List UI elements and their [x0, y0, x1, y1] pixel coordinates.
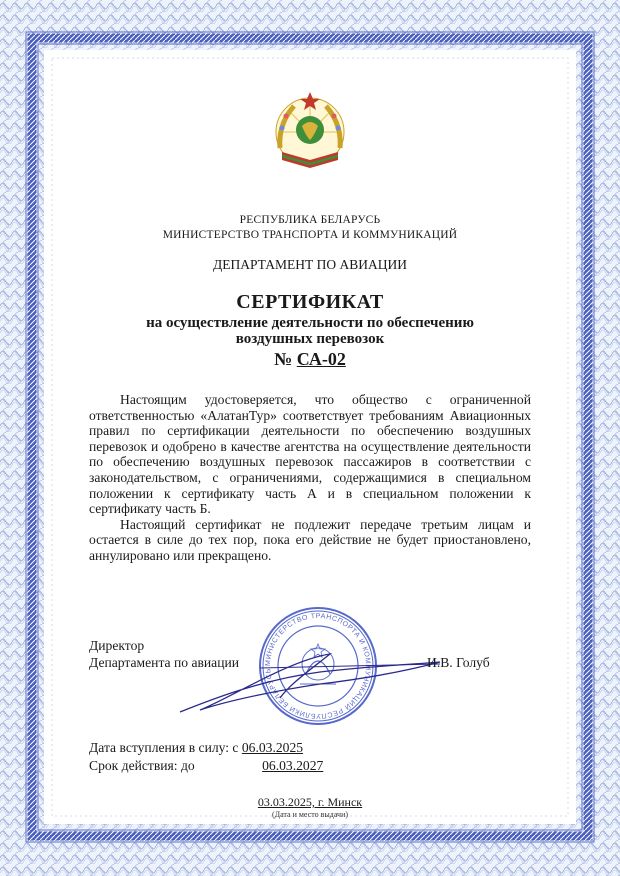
ministry-heading: МИНИСТЕРСТВО ТРАНСПОРТА И КОММУНИКАЦИЙ: [162, 229, 458, 241]
validity-date-label: Срок действия: до: [89, 758, 195, 773]
signer-position-line2: Департамента по авиации: [89, 655, 240, 670]
signer-name: И.В. Голуб: [427, 655, 490, 670]
effective-date-row: [89, 740, 303, 756]
handwritten-signature: [170, 640, 470, 720]
body-paragraph-1: Настоящим удостоверяется, что общество с ограниченной ответственностью «АлатанТур» соответствует требованиям Авиационных правил по сертификации деятельности по обеспечению воздушных перевозок и одобрено в качестве агентства на осуществление деятельности по обеспечению воздушных перевозок пассажиров в соответствии с законодательством, с ограничениями, содержащимися в специальном положении к сертификату часть А и в специальном положении к сертификату часть Б.: [89, 392, 531, 517]
republic-heading: РЕСПУБЛИКА БЕЛАРУСЬ: [239, 214, 381, 226]
signer-position-line1: Директор: [89, 638, 145, 653]
department-heading: ДЕПАРТАМЕНТ ПО АВИАЦИИ: [213, 257, 407, 272]
coat-of-arms-emblem: [268, 88, 352, 172]
validity-date-row: [89, 758, 323, 774]
body-paragraph-2: Настоящий сертификат не подлежит передаче третьим лицам и остается в силе до тех пор, пока его действие не будет приостановлено, аннулировано или прекращено.: [89, 516, 531, 563]
certificate-number-value: СА-02: [296, 349, 346, 369]
certificate-title: СЕРТИФИКАТ: [236, 291, 384, 313]
effective-date-value: 06.03.2025: [241, 740, 304, 755]
certificate-number: [0, 349, 620, 370]
number-sign: №: [274, 349, 293, 369]
certificate-subtitle-line2: воздушных перевозок: [235, 331, 385, 347]
issue-date-place-value: 03.03.2025, г. Минск: [257, 795, 363, 809]
effective-date-label: Дата вступления в силу: с: [89, 740, 239, 755]
issue-date-place: [0, 795, 620, 810]
validity-date-value: 06.03.2027: [262, 758, 324, 773]
stamp-ring-text: МИНИСТЕРСТВО ТРАНСПОРТА И КОММУНИКАЦИЙ РЕСПУБЛИКИ БЕЛАРУСЬ: [264, 612, 372, 720]
certificate-subtitle-line1: на осуществление деятельности по обеспечению: [146, 315, 474, 331]
issue-caption: (Дата и место выдачи): [271, 810, 349, 819]
certificate-body: [89, 392, 531, 564]
